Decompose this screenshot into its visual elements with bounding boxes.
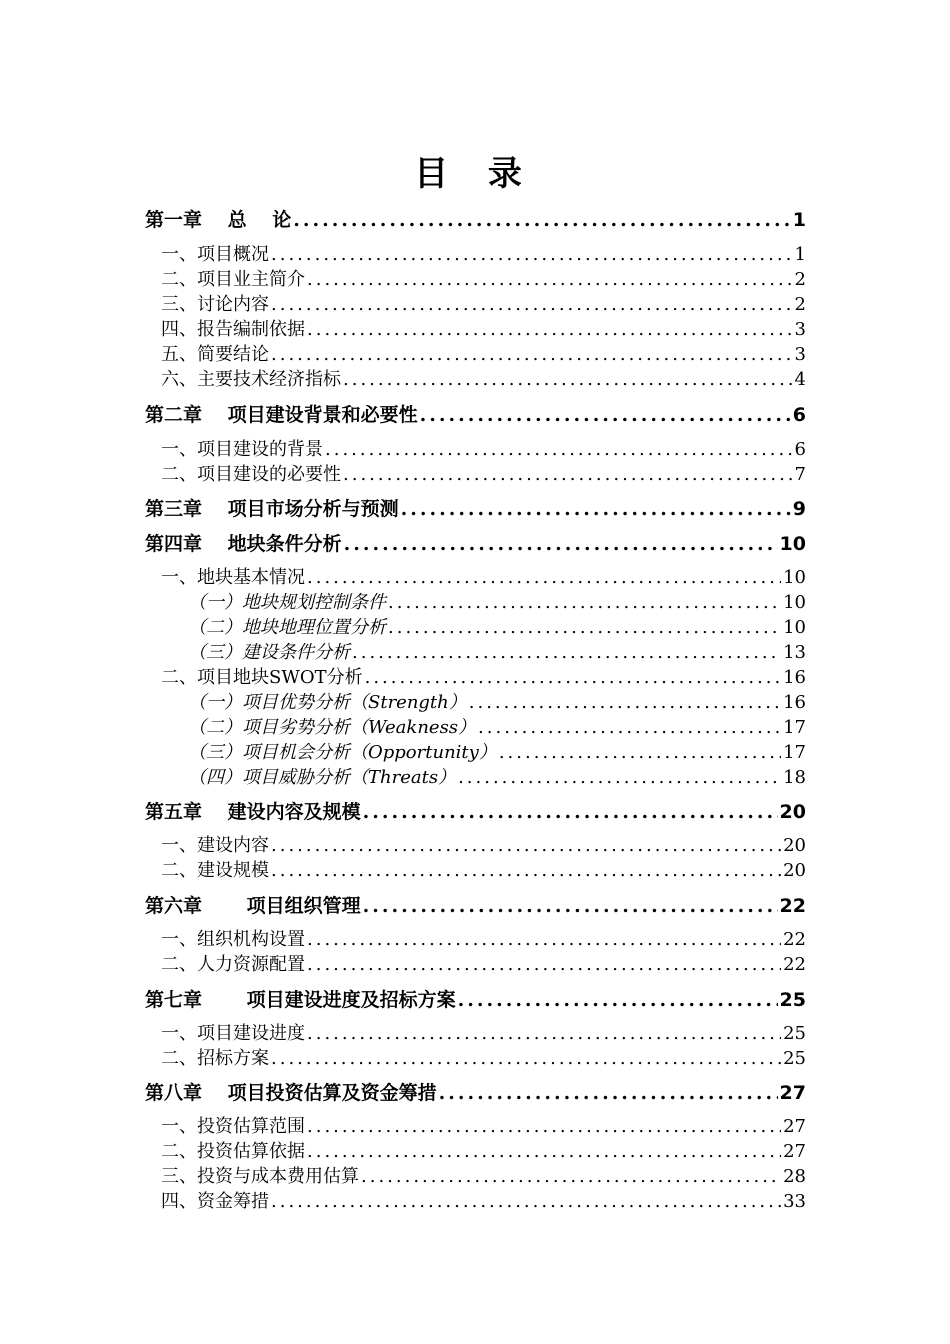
toc-leader-dots [271,1190,781,1214]
toc-page-number: 10 [783,567,806,588]
toc-leader-dots [307,1022,781,1046]
toc-section-entry[interactable] [161,438,806,462]
toc-page-number: 17 [783,717,806,738]
toc-page-number: 25 [783,1048,806,1069]
toc-page-number: 9 [792,498,806,520]
toc-entry-label: （一）项目优势分析（Strength） [188,692,467,713]
toc-entry-label: （四）项目威胁分析（Threats） [188,767,457,788]
toc-page-number: 22 [783,954,806,975]
toc-entry-label: 一、地块基本情况 [161,567,305,588]
toc-section-entry[interactable] [161,859,806,883]
toc-page-number: 10 [779,533,806,555]
toc-leader-dots [365,666,781,690]
toc-chapter-entry[interactable] [145,800,806,824]
toc-subsection-entry[interactable] [188,766,806,790]
toc-subsection-entry[interactable] [188,716,806,740]
toc-page-number: 7 [794,464,806,485]
toc-entry-label: 二、人力资源配置 [161,954,305,975]
toc-entry-label: （三）建设条件分析 [188,642,350,663]
toc-chapter-entry[interactable] [145,988,806,1012]
toc-section-entry[interactable] [161,953,806,977]
toc-section-entry[interactable] [161,1115,806,1139]
toc-entry-label: 二、投资估算依据 [161,1141,305,1162]
toc-entry-label: 第五章 建设内容及规模 [145,801,361,823]
toc-page-number: 17 [783,742,806,763]
toc-page-number: 25 [779,989,806,1011]
toc-entry-label: 一、项目建设进度 [161,1023,305,1044]
toc-leader-dots [458,988,778,1012]
toc-page-number: 27 [783,1116,806,1137]
toc-entry-label: 二、招标方案 [161,1048,269,1069]
toc-leader-dots [271,343,793,367]
toc-leader-dots [307,1115,781,1139]
toc-leader-dots [469,691,781,715]
toc-subsection-entry[interactable] [188,641,806,665]
toc-leader-dots [271,243,793,267]
toc-entry-label: 第七章 项目建设进度及招标方案 [145,989,456,1011]
toc-leader-dots [344,532,778,556]
toc-chapter-entry[interactable] [145,1081,806,1105]
toc-subsection-entry[interactable] [188,741,806,765]
toc-chapter-entry[interactable] [145,532,806,556]
toc-page-number: 2 [794,294,806,315]
toc-entry-label: （三）项目机会分析（Opportunity） [188,742,497,763]
toc-entry-label: 一、组织机构设置 [161,929,305,950]
toc-entry-label: 第四章 地块条件分析 [145,533,342,555]
toc-leader-dots [271,859,781,883]
toc-page-number: 20 [783,835,806,856]
toc-entry-label: 三、投资与成本费用估算 [161,1166,359,1187]
toc-section-entry[interactable] [161,343,806,367]
toc-leader-dots [271,293,793,317]
toc-leader-dots [271,834,781,858]
toc-page-number: 28 [783,1166,806,1187]
toc-leader-dots [458,766,781,790]
toc-entry-label: 第六章 项目组织管理 [145,895,361,917]
toc-entry-label: 二、项目业主简介 [161,269,305,290]
toc-page-number: 22 [779,895,806,917]
toc-page-number: 4 [794,369,806,390]
toc-section-entry[interactable] [161,1022,806,1046]
toc-chapter-entry[interactable] [145,894,806,918]
toc-entry-label: 四、资金筹措 [161,1191,269,1212]
toc-entry-label: 第一章 总 论 [145,209,292,231]
toc-page-number: 27 [779,1082,806,1104]
toc-page-number: 25 [783,1023,806,1044]
toc-page-number: 16 [783,667,806,688]
toc-entry-label: （一）地块规划控制条件 [188,592,386,613]
toc-leader-dots [307,1140,781,1164]
toc-subsection-entry[interactable] [188,616,806,640]
toc-entry-label: 一、项目建设的背景 [161,439,323,460]
toc-page-number: 6 [794,439,806,460]
toc-subsection-entry[interactable] [188,591,806,615]
toc-leader-dots [361,1165,781,1189]
toc-leader-dots [307,953,781,977]
toc-section-entry[interactable] [161,666,806,690]
toc-section-entry[interactable] [161,368,806,392]
toc-section-entry[interactable] [161,1047,806,1071]
toc-page-number: 2 [794,269,806,290]
toc-entry-label: 一、建设内容 [161,835,269,856]
toc-page-number: 22 [783,929,806,950]
toc-entry-label: 三、讨论内容 [161,294,269,315]
toc-section-entry[interactable] [161,834,806,858]
toc-leader-dots [439,1081,778,1105]
toc-entry-label: 第八章 项目投资估算及资金筹措 [145,1082,437,1104]
toc-chapter-entry[interactable] [145,208,806,232]
toc-entry-label: 二、项目建设的必要性 [161,464,341,485]
toc-leader-dots [388,591,781,615]
toc-section-entry[interactable] [161,318,806,342]
toc-page-number: 27 [783,1141,806,1162]
toc-leader-dots [363,800,778,824]
toc-leader-dots [363,894,778,918]
toc-page-number: 20 [783,860,806,881]
toc-page-number: 13 [783,642,806,663]
toc-entry-label: 六、主要技术经济指标 [161,369,341,390]
toc-leader-dots [307,318,793,342]
toc-leader-dots [420,403,791,427]
toc-leader-dots [499,741,781,765]
toc-page-number: 6 [792,404,806,426]
toc-page-number: 1 [794,244,806,265]
toc-chapter-entry[interactable] [145,497,806,521]
toc-page-number: 3 [794,319,806,340]
toc-section-entry[interactable] [161,463,806,487]
toc-entry-label: （二）地块地理位置分析 [188,617,386,638]
toc-entry-label: 二、建设规模 [161,860,269,881]
toc-entry-label: 五、简要结论 [161,344,269,365]
toc-section-entry[interactable] [161,1165,806,1189]
toc-section-entry[interactable] [161,293,806,317]
toc-section-entry[interactable] [161,1140,806,1164]
toc-page-number: 1 [792,209,806,231]
toc-page-number: 20 [779,801,806,823]
toc-entry-label: 第三章 项目市场分析与预测 [145,498,399,520]
toc-leader-dots [307,928,781,952]
toc-section-entry[interactable] [161,1190,806,1214]
toc-page-number: 3 [794,344,806,365]
toc-leader-dots [271,1047,781,1071]
toc-entry-label: 第二章 项目建设背景和必要性 [145,404,418,426]
toc-page-number: 18 [783,767,806,788]
toc-entry-label: （二）项目劣势分析（Weakness） [188,717,477,738]
toc-section-entry[interactable] [161,566,806,590]
toc-title: 目 录 [414,154,536,194]
toc-page-number: 10 [783,592,806,613]
toc-section-entry[interactable] [161,243,806,267]
toc-section-entry[interactable] [161,928,806,952]
toc-entry-label: 二、项目地块SWOT分析 [161,667,363,688]
toc-leader-dots [388,616,781,640]
toc-leader-dots [343,463,793,487]
toc-section-entry[interactable] [161,268,806,292]
toc-page-number: 16 [783,692,806,713]
toc-leader-dots [352,641,781,665]
toc-leader-dots [401,497,791,521]
toc-leader-dots [325,438,793,462]
toc-page-number: 10 [783,617,806,638]
toc-chapter-entry[interactable] [145,403,806,427]
toc-leader-dots [478,716,781,740]
toc-entry-label: 一、项目概况 [161,244,269,265]
toc-leader-dots [307,566,781,590]
toc-page-number: 33 [783,1191,806,1212]
toc-subsection-entry[interactable] [188,691,806,715]
toc-entry-label: 四、报告编制依据 [161,319,305,340]
toc-leader-dots [343,368,793,392]
toc-leader-dots [307,268,793,292]
toc-leader-dots [293,208,791,232]
toc-entry-label: 一、投资估算范围 [161,1116,305,1137]
